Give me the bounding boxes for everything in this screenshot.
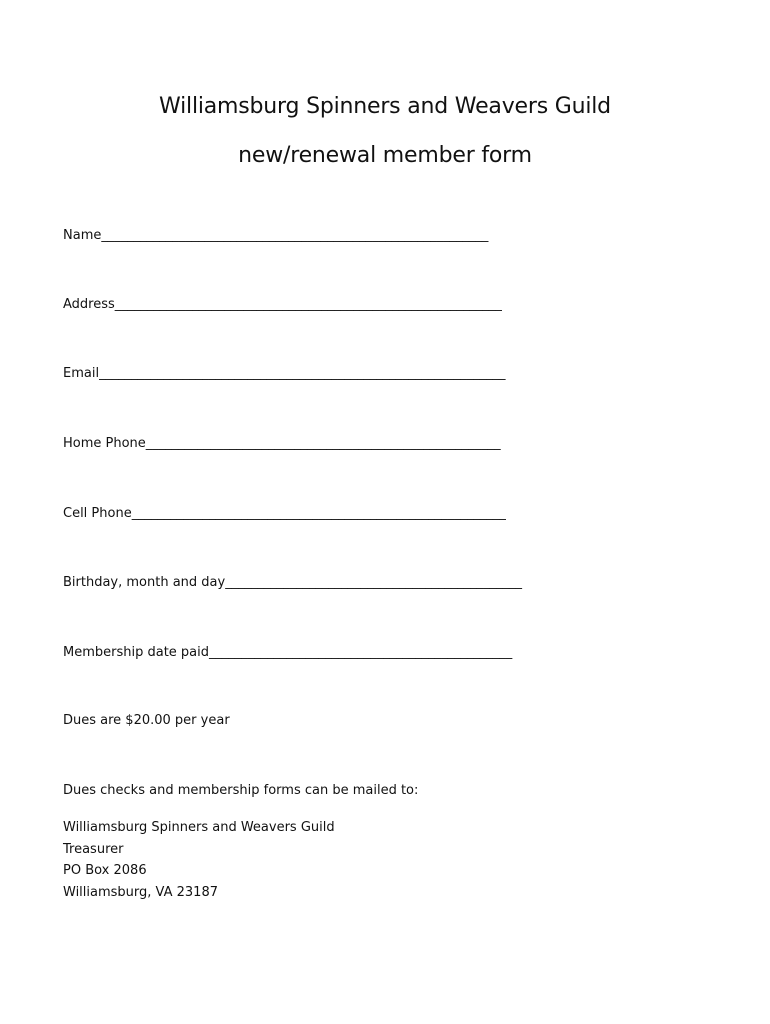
name-field[interactable] [63, 227, 488, 245]
name-label: Name [63, 228, 102, 243]
address-line-treasurer: Treasurer [63, 841, 124, 857]
address-line-city-state-zip: Williamsburg, VA 23187 [63, 884, 218, 900]
address-line-organization: Williamsburg Spinners and Weavers Guild [63, 820, 335, 835]
email-blank-line[interactable]: _______________________________________________________________ [99, 366, 506, 381]
form-subtitle: new/renewal member form [238, 143, 532, 168]
email-field[interactable] [63, 365, 505, 383]
birthday-label: Birthday, month and day [63, 575, 226, 590]
mailing-address-block [63, 817, 335, 903]
home-phone-field[interactable] [63, 435, 501, 453]
mail-instructions-text: Dues checks and membership forms can be mailed to: [63, 783, 419, 798]
cell-phone-field[interactable] [63, 505, 506, 523]
cell-phone-blank-line[interactable]: __________________________________________________________ [131, 506, 506, 521]
cell-phone-label: Cell Phone [63, 506, 132, 521]
dues-amount-text: Dues are $20.00 per year [63, 713, 230, 728]
address-blank-line[interactable]: ____________________________________________________________ [114, 297, 502, 312]
home-phone-label: Home Phone [63, 436, 146, 451]
email-label: Email [63, 366, 100, 381]
membership-date-label: Membership date paid [63, 645, 210, 660]
address-label: Address [63, 297, 115, 312]
birthday-blank-line[interactable]: ______________________________________________ [225, 575, 522, 590]
membership-date-blank-line[interactable]: _______________________________________________ [209, 645, 513, 660]
membership-date-field[interactable] [63, 644, 512, 662]
name-blank-line[interactable]: ____________________________________________________________ [101, 228, 489, 243]
address-line-po-box: PO Box 2086 [63, 863, 147, 879]
form-title: Williamsburg Spinners and Weavers Guild [159, 94, 611, 119]
birthday-field[interactable] [63, 574, 522, 592]
home-phone-blank-line[interactable]: _______________________________________________________ [145, 436, 501, 451]
address-field[interactable] [63, 296, 502, 314]
